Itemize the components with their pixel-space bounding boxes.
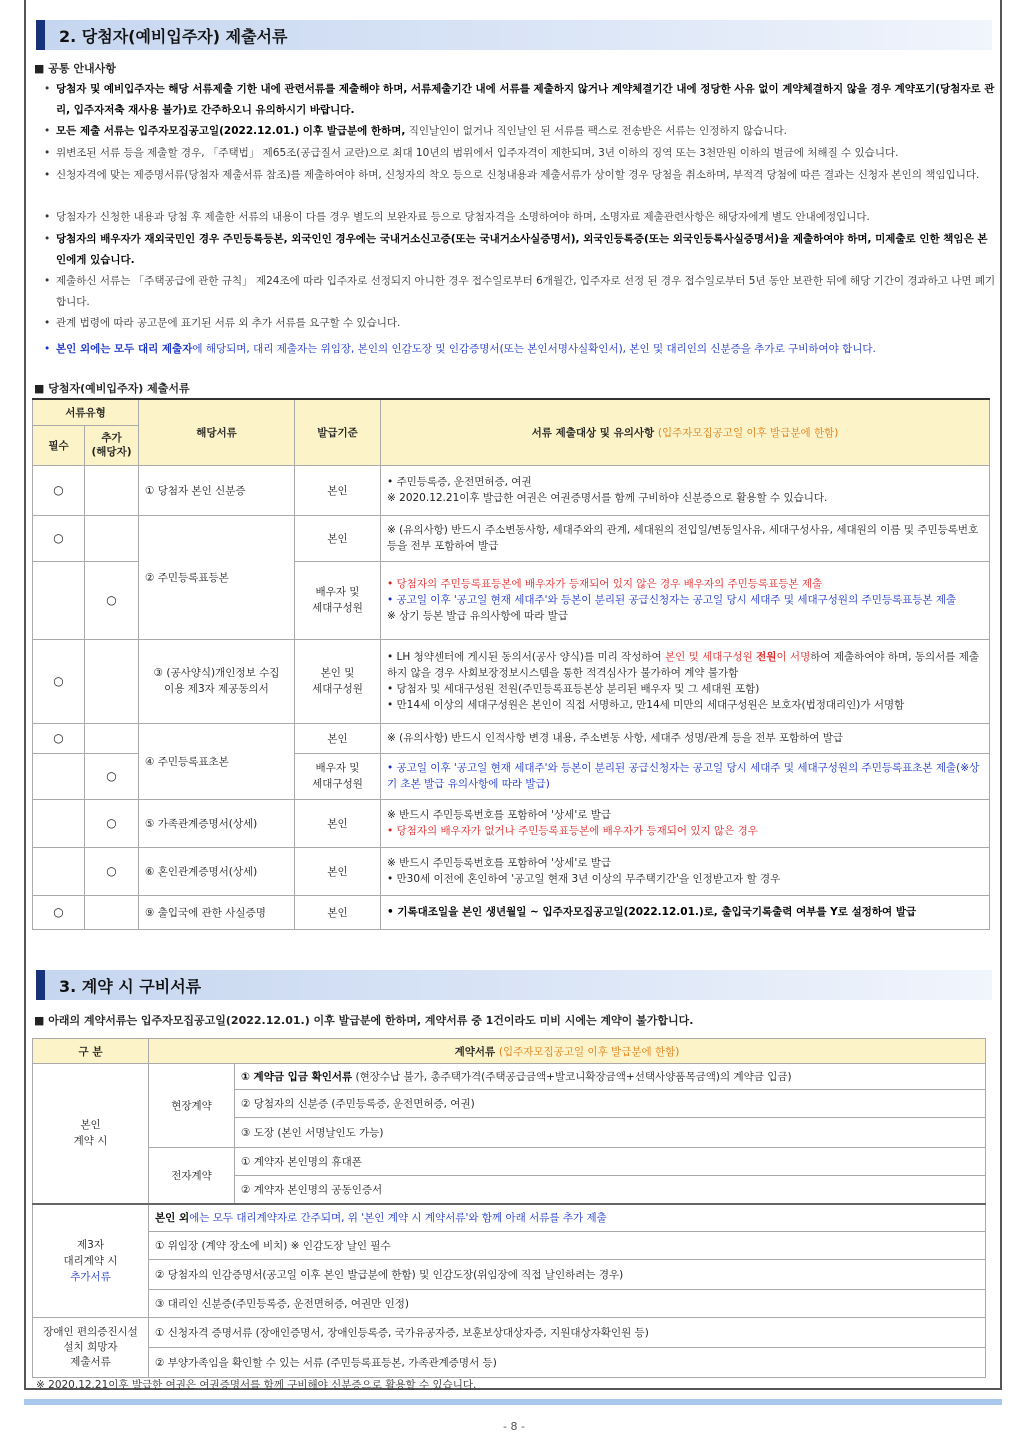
note: ※ (유의사항) 반드시 주소변동사항, 세대주와의 관계, 세대원의 전입일/변동일사유, 세대구성사유, 세대원의 이름 및 주민등록번호 등을 전부 포함하여 발급 — [387, 524, 979, 552]
issuer: 본인 — [295, 895, 381, 929]
issuer: 본인 — [295, 515, 381, 561]
table-header-row — [33, 1039, 986, 1064]
bullet-8-text: 관계 법령에 따라 공고문에 표기된 서류 외 추가 서류를 요구할 수 있습니다. — [56, 317, 401, 329]
page-number: - 8 - — [503, 1420, 525, 1433]
proxy3: ③ 대리인 신분증(주민등록증, 운전면허증, 여권만 인정) — [149, 1290, 986, 1318]
additional-mark: ○ — [85, 847, 139, 895]
table-row — [33, 1064, 986, 1090]
required-mark: ○ — [33, 465, 85, 515]
th-notes — [381, 399, 990, 465]
table-row — [33, 1348, 986, 1378]
th-document: 해당서류 — [139, 399, 295, 465]
section-bar — [36, 970, 45, 1000]
onsite1-bold: ① 계약금 입금 확인서류 — [241, 1071, 353, 1083]
th-category: 구 분 — [33, 1039, 149, 1064]
proxy-intro-bold: 본인 외 — [155, 1212, 190, 1225]
bullet-9-text: 에 해당되며, 대리 제출자는 위임장, 본인의 인감도장 및 인감증명서(또는 본인서명사실확인서), 본인 및 대리인의 신분증을 추가로 구비하여야 합니다. — [192, 343, 876, 355]
proxy-intro-text: 에는 모두 대리계약자로 간주되며, 위 '본인 계약 시 계약서류'와 함께 아래 서류를 추가 제출 — [189, 1212, 607, 1225]
bullet-3-text: 위변조된 서류 등을 제출할 경우, 「주택법」 제65조(공급질서 교란)으로 최대 10년의 범위에서 입주자격이 제한되며, 3년 이하의 징역 또는 3천만원 이하의 벌금에 처해질 수 있습니다. — [56, 147, 899, 159]
th-docs-label: 계약서류 — [454, 1045, 496, 1058]
table-row — [33, 1232, 986, 1260]
bullet-7: • 제출하신 서류는 「주택공급에 관한 규칙」 제24조에 따라 입주자로 선정되지 아니한 경우 접수일로부터 6개월간, 입주자로 선정 된 경우 접수일로부터 5년 동안 보관한 뒤에 해당 기간이 경과하고 나면 폐기합니다. — [44, 275, 996, 308]
doc-name: ⑥ 혼인관계증명서(상세) — [139, 847, 295, 895]
bullet-5: • 당첨자가 신청한 내용과 당첨 후 제출한 서류의 내용이 다를 경우 별도의 보완자료 등으로 당첨자격을 소명하여야 하며, 소명자료 제출관련사항은 해당자에게 별도 안내예정입니다. — [44, 211, 870, 223]
table-header-row — [33, 399, 990, 425]
note: ※ 상기 등본 발급 유의사항에 따라 발급 — [387, 610, 568, 622]
issuer: 본인 및 세대구성원 — [295, 639, 381, 723]
contract-docs-table — [32, 1038, 986, 1378]
bullet-1: • 당첨자 및 예비입주자는 해당 서류제출 기한 내에 관련서류를 제출해야 하며, 서류제출기간 내에 서류를 제출하지 않거나 계약체결기간 내에 정당한 사유 없이 계약체결하지 않을 경우 계약포기(당첨자로 관리, 입주자저축 재사용 불가)로 간주하오니 유의하시기 바랍니다. — [44, 83, 995, 116]
proxy2: ② 당첨자의 인감증명서(공고일 이후 본인 발급분에 한함) 및 인감도장(위임장에 직접 날인하려는 경우) — [149, 1260, 986, 1290]
onsite2: ② 당첨자의 신분증 (주민등록증, 운전면허증, 여권) — [235, 1090, 986, 1118]
doc-name: ③ (공사양식)개인정보 수집 이용 제3자 제공동의서 — [139, 639, 295, 723]
bullet-2: • 모든 제출 서류는 입주자모집공고일(2022.12.01.) 이후 발급분에 한하며, 직인날인이 없거나 직인날인 된 서류를 팩스로 전송받은 서류는 인정하지 않습니다. — [44, 125, 787, 137]
th-issuer: 발급기준 — [295, 399, 381, 465]
bullet-7-text: 제출하신 서류는 「주택공급에 관한 규칙」 제24조에 따라 입주자로 선정되지 아니한 경우 접수일로부터 6개월간, 입주자로 선정 된 경우 접수일로부터 5년 동안 보관한 뒤에 해당 기간이 경과하고 나면 폐기합니다. — [56, 275, 996, 308]
note: ※ 2020.12.21이후 발급한 여권은 여권증명서를 함께 구비하야 신분증으로 활용할 수 있습니다. — [387, 492, 828, 504]
disabled1: ① 신청자격 증명서류 (장애인증명서, 장애인등록증, 국가유공자증, 보훈보상대상자증, 지원대상자확인원 등) — [149, 1318, 986, 1348]
note: • 공고일 이후 '공고일 현재 세대주'와 등본이 분리된 공급신청자는 공고일 당시 세대주 및 세대구성원의 주민등록표등본 제출 — [387, 594, 957, 606]
table-row — [33, 847, 990, 895]
bullet-4-text: 신청자격에 맞는 제증명서류(당첨자 제출서류 참조)를 제출하여야 하며, 신청자의 착오 등으로 신청내용과 제출서류가 상이할 경우 당첨을 취소하며, 부적격 당첨에 따른 결과는 신청자 본인의 책임입니다. — [56, 169, 980, 181]
required-mark: ○ — [33, 895, 85, 929]
section-3-header — [36, 970, 992, 1000]
note: • 기록대조일을 본인 생년월일 ~ 입주자모집공고일(2022.12.01.)로, 출입국기록출력 여부를 Y로 설정하여 발급 — [387, 906, 917, 918]
note: • 만30세 이전에 혼인하여 '공고일 현재 3년 이상의 무주택기간'을 인정받고자 할 경우 — [387, 873, 781, 885]
section-2-title: 2. 당첨자(예비입주자) 제출서류 — [59, 26, 288, 46]
note-part: 하여 제출하여야 하며, 동의서를 제출하지 않을 경우 사회보장정보시스템을 통한 적격심사가 불가하여 계약 불가함 — [387, 651, 980, 679]
issuer: 본인 — [295, 799, 381, 847]
bullet-6: • 당첨자의 배우자가 재외국민인 경우 주민등록등본, 외국인인 경우에는 국내거소신고증(또는 국내거소사실증명서), 외국인등록증(또는 외국인등록사실증명서)을 제출하여야 하며, 미제출로 인한 책임은 본인에게 있습니다. — [44, 233, 988, 266]
note: ※ (유의사항) 반드시 인적사항 변경 내용, 주소변동 사항, 세대주 성명/관계 등을 전부 포함하여 발급 — [387, 732, 844, 744]
disabled2: ② 부양가족임을 확인할 수 있는 서류 (주민등록표등본, 가족관계증명서 등) — [149, 1348, 986, 1378]
note-part: 본인 및 세대구성원 — [664, 651, 757, 663]
table-heading: ■ 당첨자(예비입주자) 제출서류 — [34, 380, 190, 396]
common-heading: ■ 공통 안내사항 — [34, 60, 116, 76]
bullet-6-bold: 당첨자의 배우자가 재외국민인 경우 주민등록등본, 외국인인 경우에는 국내거소신고증(또는 국내거소사실증명서), 외국인등록증(또는 외국인등록사실증명서)을 제출하여야 하며, 미제출로 인한 책임은 본인에게 있습니다. — [56, 233, 988, 266]
section-3-title: 3. 계약 시 구비서류 — [59, 976, 202, 996]
additional-mark: ○ — [85, 753, 139, 799]
onsite3: ③ 도장 (본인 서명날인도 가능) — [235, 1118, 986, 1148]
onsite1-text: (현장수납 불가, 총주택가격(주택공급금액+발코니확장금액+선택사양품목금액)의 계약금 입금) — [352, 1071, 792, 1083]
note: ※ 반드시 주민등록번호를 포함하여 '상세'로 발급 — [387, 857, 611, 869]
bullet-1-bold: 당첨자 및 예비입주자는 해당 서류제출 기한 내에 관련서류를 제출해야 하며, 서류제출기간 내에 서류를 제출하지 않거나 계약체결기간 내에 정당한 사유 없이 계약체결하지 않을 경우 계약포기(당첨자로 관리, 입주자저축 재사용 불가)로 간주하오니 유의하시기 바랍니다. — [56, 83, 995, 116]
required-mark: ○ — [33, 515, 85, 561]
passport-footnote: ※ 2020.12.21이후 발급한 여권은 여권증명서를 함께 구비해야 신분증으로 활용할 수 있습니다. — [36, 1379, 477, 1391]
bullet-2-bold: 모든 제출 서류는 입주자모집공고일(2022.12.01.) 이후 발급분에 한하며, — [56, 125, 406, 137]
th-notes-label: 서류 제출대상 및 유의사항 — [531, 426, 655, 439]
submission-docs-table — [32, 398, 990, 930]
bullet-5-text: 당첨자가 신청한 내용과 당첨 후 제출한 서류의 내용이 다를 경우 별도의 보완자료 등으로 당첨자격을 소명하여야 하며, 소명자료 제출관련사항은 해당자에게 별도 안내예정입니다. — [56, 211, 870, 223]
note: • 만14세 이상의 세대구성원은 본인이 직접 서명하고, 만14세 미만의 세대구성원은 보호자(법정대리인)가 서명함 — [387, 699, 905, 711]
table-row — [33, 723, 990, 753]
table-row — [33, 465, 990, 515]
bullet-4: • 신청자격에 맞는 제증명서류(당첨자 제출서류 참조)를 제출하여야 하며, 신청자의 착오 등으로 신청내용과 제출서류가 상이할 경우 당첨을 취소하며, 부적격 당첨에 따른 결과는 신청자 본인의 책임입니다. — [44, 169, 980, 181]
proxy-label-1: 제3자 대리계약 시 — [63, 1239, 118, 1268]
online-label: 전자계약 — [149, 1148, 235, 1204]
note-part: • LH 청약센터에 게시된 동의서(공사 양식)를 미리 작성하여 — [387, 651, 665, 663]
online1: ① 계약자 본인명의 휴대폰 — [235, 1148, 986, 1176]
issuer: 본인 — [295, 723, 381, 753]
note: • 당첨자의 배우자가 없거나 주민등록표등본에 배우자가 등재되어 있지 않은 경우 — [387, 825, 758, 837]
required-mark: ○ — [33, 723, 85, 753]
th-required: 필수 — [33, 425, 85, 465]
online2: ② 계약자 본인명의 공동인증서 — [235, 1176, 986, 1204]
section-2-header — [36, 20, 992, 50]
issuer: 배우자 및 세대구성원 — [295, 561, 381, 639]
th-notes-suffix: (입주자모집공고일 이후 발급분에 한함) — [657, 426, 839, 439]
table-row — [33, 1260, 986, 1290]
th-additional: 추가 (해당자) — [85, 425, 139, 465]
doc-name: ① 당첨자 본인 신분증 — [139, 465, 295, 515]
note — [387, 649, 983, 681]
note: • 당첨자 및 세대구성원 전원(주민등록표등본상 분리된 배우자 및 그 세대원 포함) — [387, 683, 760, 695]
table-row — [33, 639, 990, 723]
doc-name: ② 주민등록표등본 — [139, 515, 295, 639]
table-row — [33, 1204, 986, 1232]
table-row — [33, 1290, 986, 1318]
doc-name: ⑨ 출입국에 관한 사실증명 — [139, 895, 295, 929]
section-bar — [36, 20, 45, 50]
table-row — [33, 799, 990, 847]
note-part: 이 서명 — [776, 651, 811, 663]
additional-mark: ○ — [85, 799, 139, 847]
required-mark: ○ — [33, 639, 85, 723]
section-3-intro: ■ 아래의 계약서류는 입주자모집공고일(2022.12.01.) 이후 발급분에 한하며, 계약서류 중 1건이라도 미비 시에는 계약이 불가합니다. — [34, 1012, 693, 1028]
issuer: 배우자 및 세대구성원 — [295, 753, 381, 799]
bullet-8: • 관계 법령에 따라 공고문에 표기된 서류 외 추가 서류를 요구할 수 있습니다. — [44, 317, 401, 329]
note: ※ 반드시 주민등록번호를 포함하여 '상세'로 발급 — [387, 809, 611, 821]
doc-name: ④ 주민등록표초본 — [139, 723, 295, 799]
th-docs — [149, 1039, 986, 1064]
table-row — [33, 1318, 986, 1348]
onsite-label: 현장계약 — [149, 1064, 235, 1148]
th-doc-type: 서류유형 — [33, 399, 139, 425]
table-row — [33, 515, 990, 561]
additional-mark: ○ — [85, 561, 139, 639]
th-docs-suffix: (입주자모집공고일 이후 발급분에 한함) — [498, 1045, 680, 1058]
note: • 주민등록증, 운전면허증, 여권 — [387, 476, 532, 488]
bullet-2-text: 직인날인이 없거나 직인날인 된 서류를 팩스로 전송받은 서류는 인정하지 않습니다. — [405, 125, 787, 137]
bullet-9-bold: 본인 외에는 모두 대리 제출자 — [56, 343, 193, 355]
table-row — [33, 1148, 986, 1176]
note: • 당첨자의 주민등록표등본에 배우자가 등재되어 있지 않은 경우 배우자의 주민등록표등본 제출 — [387, 578, 823, 590]
note-part: 전원 — [756, 651, 777, 663]
doc-name: ⑤ 가족관계증명서(상세) — [139, 799, 295, 847]
note: • 공고일 이후 '공고일 현재 세대주'와 등본이 분리된 공급신청자는 공고일 당시 세대주 및 세대구성원의 주민등록표초본 제출(※상기 초본 발급 유의사항에 따라 발급) — [387, 762, 980, 790]
bullet-3: • 위변조된 서류 등을 제출할 경우, 「주택법」 제65조(공급질서 교란)으로 최대 10년의 범위에서 입주자격이 제한되며, 3년 이하의 징역 또는 3천만원 이하의 벌금에 처해질 수 있습니다. — [44, 147, 899, 159]
issuer: 본인 — [295, 847, 381, 895]
issuer: 본인 — [295, 465, 381, 515]
bullet-9: • 본인 외에는 모두 대리 제출자에 해당되며, 대리 제출자는 위임장, 본인의 인감도장 및 인감증명서(또는 본인서명사실확인서), 본인 및 대리인의 신분증을 추가로 구비하여야 합니다. — [44, 343, 876, 355]
proxy1: ① 위임장 (계약 장소에 비치) ※ 인감도장 날인 필수 — [149, 1232, 986, 1260]
proxy-label-2: 추가서류 — [70, 1271, 111, 1284]
disabled-label: 장애인 편의증진시설 설치 희망자 제출서류 — [33, 1318, 149, 1378]
table-row — [33, 895, 990, 929]
footer-bar — [24, 1399, 1002, 1405]
self-contract-label: 본인 계약 시 — [33, 1064, 149, 1204]
proxy-label — [33, 1204, 149, 1318]
